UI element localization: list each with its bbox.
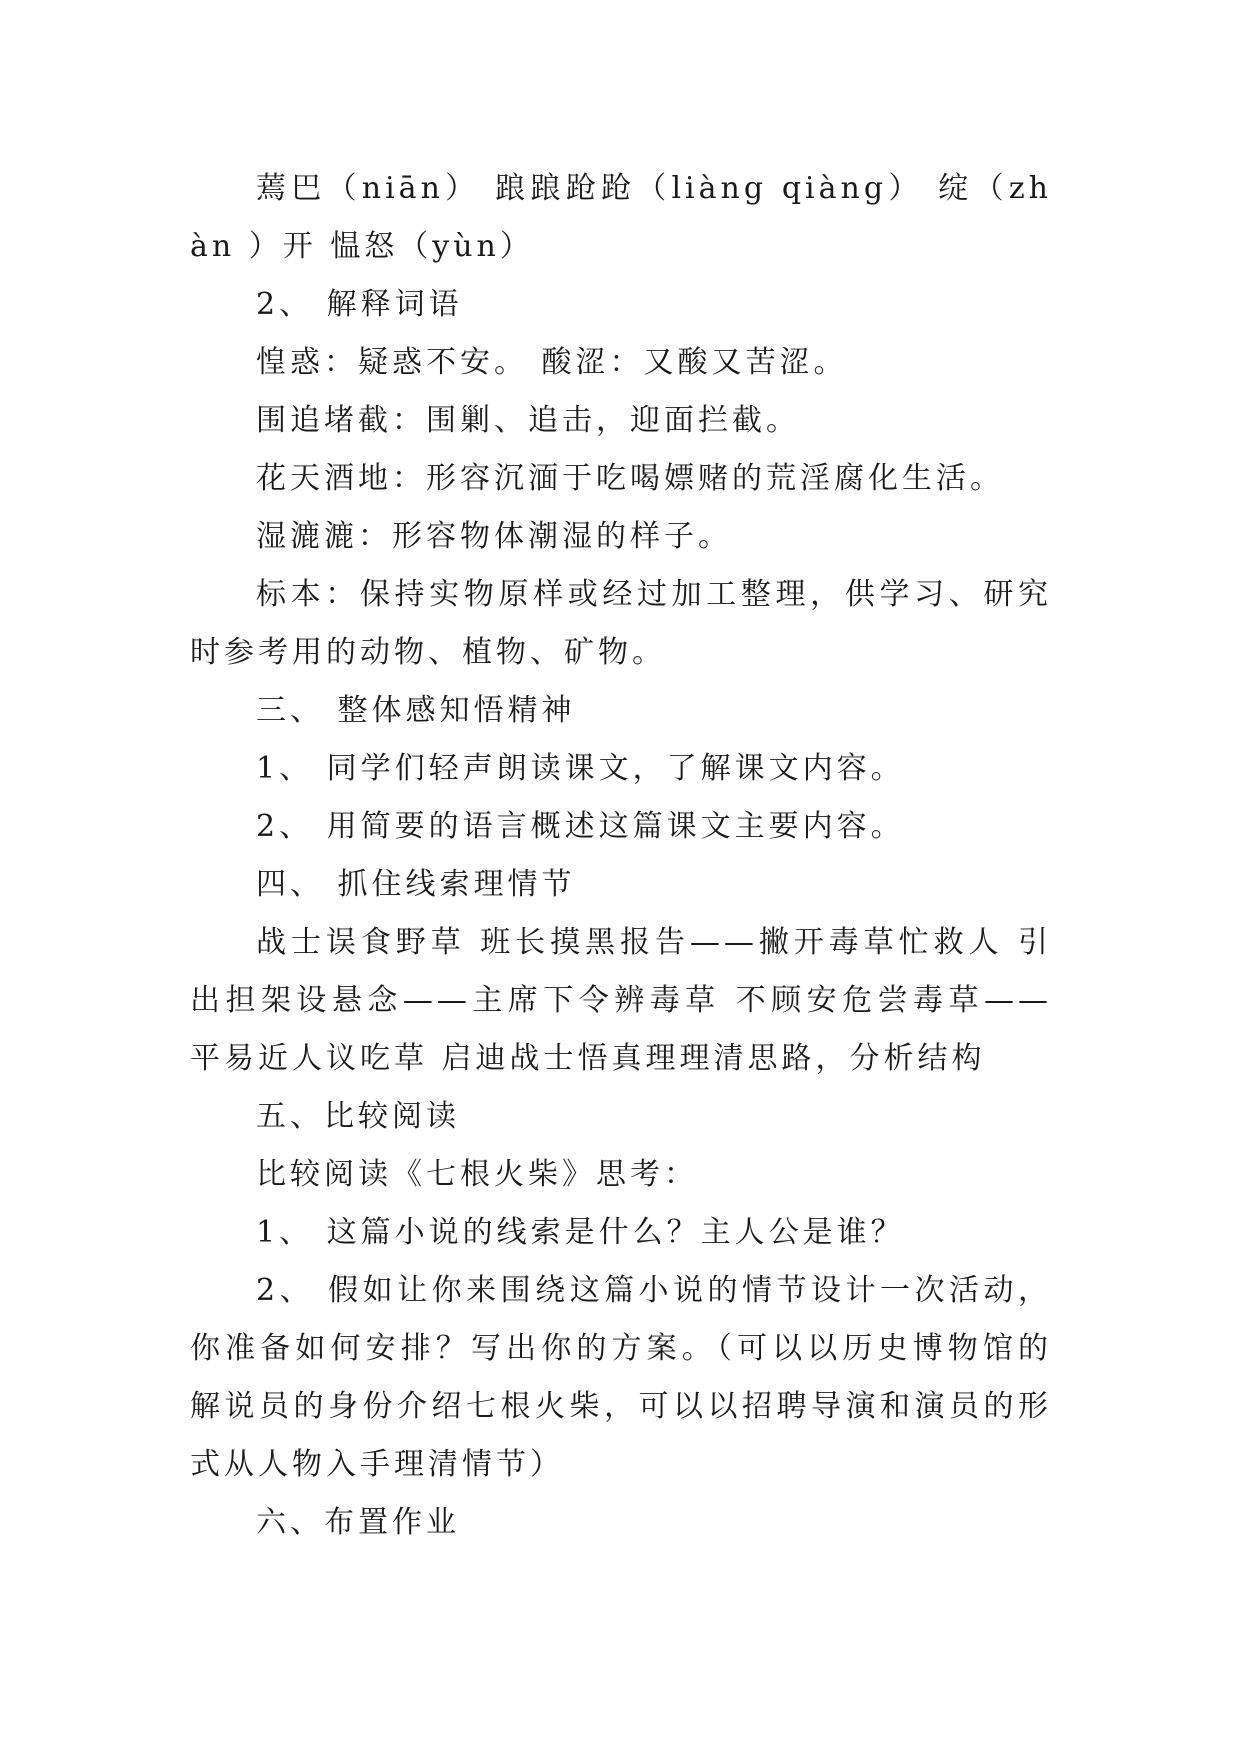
comparative-reading-prompt: 比较阅读《七根火柴》思考： <box>256 1157 698 1192</box>
definition-paragraph: 花天酒地：形容沉湎于吃喝嫖赌的荒淫腐化生活。 <box>256 461 1004 496</box>
definition-paragraph: 标本：保持实物原样或经过加工整理，供学习、研究时参考用的动物、植物、矿物。 <box>190 577 1052 670</box>
list-item: 2、 用简要的语言概述这篇课文主要内容。 <box>256 809 905 844</box>
definition-paragraph: 围追堵截：围剿、追击，迎面拦截。 <box>256 403 800 438</box>
plot-outline-paragraph: 战士误食野草 班长摸黑报告——撇开毒草忙救人 引出担架设悬念——主席下令辨毒草 不顾安危尝毒草——平易近人议吃草 启迪战士悟真理理清思路，分析结构 <box>190 925 1052 1076</box>
definition-paragraph: 湿漉漉：形容物体潮湿的样子。 <box>256 519 732 554</box>
list-item: 2、 假如让你来围绕这篇小说的情节设计一次活动，你准备如何安排？写出你的方案。（可以以历史博物馆的解说员的身份介绍七根火柴，可以以招聘导演和演员的形式从人物入手理清情节） <box>190 1273 1052 1482</box>
section-heading-overall-perception: 三、 整体感知悟精神 <box>256 693 576 728</box>
list-item: 1、 这篇小说的线索是什么？主人公是谁？ <box>256 1215 905 1250</box>
list-item: 1、 同学们轻声朗读课文，了解课文内容。 <box>256 751 905 786</box>
section-heading-homework: 六、布置作业 <box>256 1505 460 1540</box>
section-heading-comparative-reading: 五、比较阅读 <box>256 1099 460 1134</box>
section-heading-explain-words: 2、 解释词语 <box>256 287 463 322</box>
section-heading-plot-clues: 四、 抓住线索理情节 <box>256 867 576 902</box>
document-body <box>190 160 1052 1552</box>
pinyin-annotation-paragraph: 蔫巴（niān） 踉踉跄跄（liàng qiàng） 绽（zhàn ）开 愠怒（yùn） <box>190 171 1052 264</box>
definition-paragraph: 惶惑：疑惑不安。 酸涩：又酸又苦涩。 <box>256 345 848 380</box>
